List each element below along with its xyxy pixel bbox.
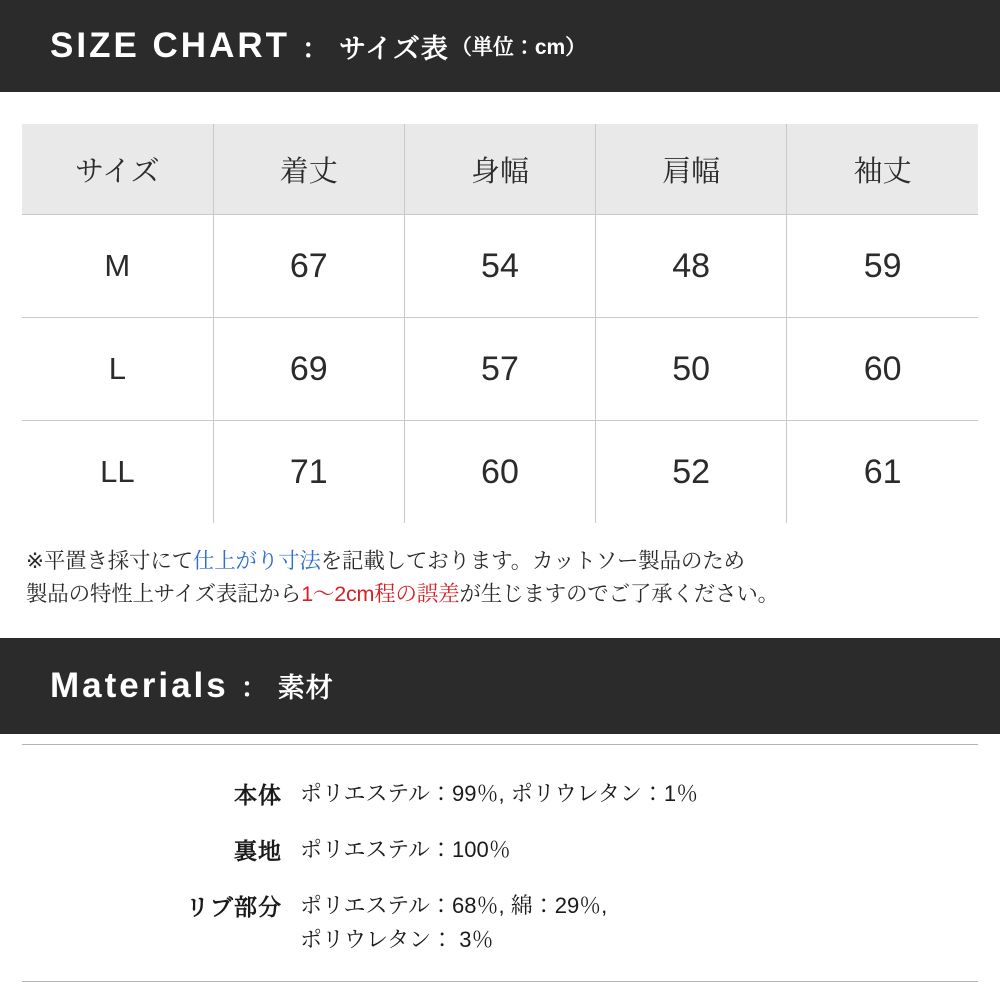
cell-ll-width: 60 xyxy=(404,421,595,524)
list-item xyxy=(0,833,1000,867)
cell-ll-sleeve: 61 xyxy=(863,452,902,491)
note-line1-b: を記載しております。カットソー製品のため xyxy=(320,549,745,573)
materials-block xyxy=(0,734,1000,957)
col-header-length: 着丈 xyxy=(213,124,404,215)
material-value-rib-group xyxy=(300,889,607,957)
material-value-body: ポリエステル：99％, ポリウレタン：1％ xyxy=(300,780,699,806)
note-highlight-tolerance: 1〜2cm程の誤差 xyxy=(301,582,460,607)
material-label-lining: 裏地 xyxy=(234,837,282,864)
note-line1-a: ※平置き採寸にて xyxy=(26,549,193,573)
table-header-row xyxy=(22,124,978,215)
size-chart-title-colon: ： xyxy=(302,33,329,64)
list-item xyxy=(0,777,1000,811)
col-header-size: サイズ xyxy=(22,124,213,215)
materials-title-colon: ： xyxy=(240,673,268,704)
note-line-1 xyxy=(26,545,976,578)
table-row xyxy=(22,215,978,318)
size-chart-unit: （単位：cm） xyxy=(450,36,587,59)
note-line2-b: が生じますのでご了承ください。 xyxy=(459,582,779,607)
size-chart-title-jp: サイズ表 xyxy=(339,33,449,64)
note-line2-a: 製品の特性上サイズ表記から xyxy=(26,582,302,607)
cell-l-width: 57 xyxy=(404,318,595,421)
material-value-rib-line1: ポリエステル：68％, 綿：29％, xyxy=(300,892,608,918)
row-size-ll: LL xyxy=(22,421,213,524)
size-chart-banner xyxy=(0,0,1000,92)
cell-ll-length: 71 xyxy=(213,421,404,524)
cell-m-sleeve: 59 xyxy=(863,246,902,285)
cell-l-sleeve: 60 xyxy=(863,349,902,388)
material-value-rib-line2: ポリウレタン： 3％ xyxy=(300,926,494,952)
cell-m-shoulder: 48 xyxy=(596,215,787,318)
measurement-note xyxy=(0,523,1000,612)
note-line-2 xyxy=(26,578,976,611)
materials-title-jp: 素材 xyxy=(277,673,334,704)
note-highlight-finished-size: 仕上がり寸法 xyxy=(192,549,321,573)
col-header-shoulder: 肩幅 xyxy=(596,124,787,215)
table-row xyxy=(22,318,978,421)
list-item xyxy=(0,889,1000,957)
cell-ll-shoulder: 52 xyxy=(596,421,787,524)
col-header-sleeve: 袖丈 xyxy=(787,124,978,215)
size-table-wrap xyxy=(0,92,1000,523)
cell-l-length: 69 xyxy=(213,318,404,421)
size-table xyxy=(22,124,978,523)
row-size-l: L xyxy=(22,318,213,421)
material-label-rib: リブ部分 xyxy=(186,893,282,920)
cell-l-shoulder: 50 xyxy=(596,318,787,421)
col-header-width: 身幅 xyxy=(404,124,595,215)
materials-title-en: Materials xyxy=(50,665,229,705)
materials-list xyxy=(0,745,1000,957)
row-size-m: M xyxy=(22,215,213,318)
material-label-body: 本体 xyxy=(234,781,282,808)
size-table-head xyxy=(22,124,978,215)
size-table-body xyxy=(22,215,978,524)
cell-m-length: 67 xyxy=(213,215,404,318)
material-value-lining: ポリエステル：100％ xyxy=(300,836,511,862)
cell-m-width: 54 xyxy=(404,215,595,318)
bottom-divider xyxy=(22,981,978,982)
size-chart-title-en: SIZE CHART xyxy=(50,26,290,65)
table-row xyxy=(22,421,978,524)
materials-banner xyxy=(0,638,1000,734)
